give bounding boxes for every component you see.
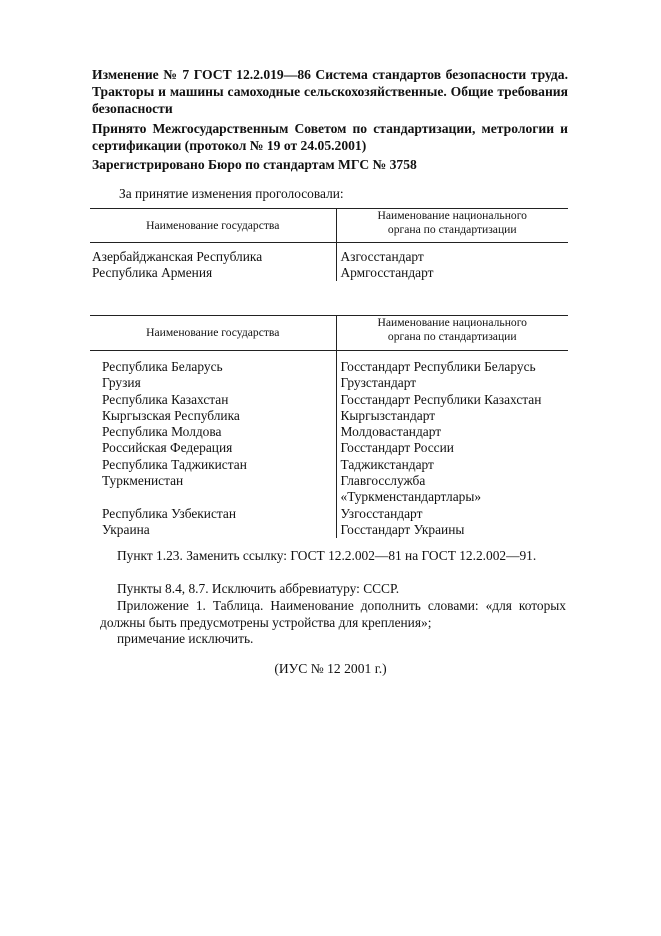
state-name: Республика Беларусь [102, 359, 223, 374]
table-row [90, 522, 568, 538]
state-name: Туркменистан [102, 473, 184, 489]
standards-body: Главгосслужба «Туркменстандартлары» [336, 473, 568, 506]
state-name: Российская Федерация [102, 440, 233, 456]
column-header-body [336, 209, 568, 243]
column-header-body-line1: Наименование национального [377, 316, 527, 329]
table-row [90, 265, 568, 281]
table-row [90, 392, 568, 408]
table-row [90, 473, 568, 506]
state-name: Азербайджанская Республика [92, 249, 263, 264]
column-header-state: Наименование государства [90, 316, 336, 351]
state-name: Республика Казахстан [102, 391, 229, 407]
table-row [90, 375, 568, 391]
amendment-clauses-8-4-8-7: Пункты 8.4, 8.7. Исключить аббревиатуру: СССР. [117, 581, 400, 596]
table-row [90, 243, 568, 266]
standards-body: Госстандарт Республики Беларусь [336, 351, 568, 376]
standards-body: Грузстандарт [336, 375, 568, 391]
state-name: Грузия [102, 375, 141, 391]
state-name: Республика Таджикистан [102, 456, 247, 472]
column-header-body-line1: Наименование национального [377, 209, 527, 222]
standards-body: Узгосстандарт [336, 506, 568, 522]
standards-body: Госстандарт Республики Казахстан [336, 392, 568, 408]
voting-table-2 [90, 315, 568, 538]
standards-body: Молдовастандарт [336, 424, 568, 440]
table-row [90, 424, 568, 440]
amendment-clause-1-23-text: Пункт 1.23. Заменить ссылку: ГОСТ 12.2.002—81 на ГОСТ 12.2.002—91. [117, 548, 537, 563]
source-reference: (ИУС № 12 2001 г.) [274, 661, 387, 676]
table-row [90, 457, 568, 473]
state-name: Украина [102, 521, 150, 537]
column-header-body-line2: органа по стандартизации [387, 330, 517, 343]
state-name: Республика Узбекистан [102, 505, 237, 521]
amendment-appendix-1-text: Приложение 1. Таблица. Наименование дополнить словами: «для которых должны быть предусмотрены устройства для крепления»; [100, 598, 566, 630]
standards-body: Госстандарт Украины [336, 522, 568, 538]
table-row [90, 440, 568, 456]
table-row [90, 506, 568, 522]
standards-body: Армгосстандарт [336, 265, 568, 281]
state-name: Республика Армения [92, 265, 213, 280]
voting-table-1 [90, 208, 568, 281]
standards-body: Таджикстандарт [336, 457, 568, 473]
table-row [90, 351, 568, 376]
amendment-appendix-1 [100, 598, 566, 631]
table-row [90, 408, 568, 424]
amendment-clause-1-23 [100, 548, 566, 565]
standards-body: Госстандарт России [336, 440, 568, 456]
voting-intro: За принятие изменения проголосовали: [119, 186, 344, 201]
standards-body: Кыргызстандарт [336, 408, 568, 424]
column-header-body-line2: органа по стандартизации [387, 223, 517, 236]
state-name: Кыргызская Республика [102, 407, 240, 423]
adopted-note: Принято Межгосударственным Советом по стандартизации, метрологии и сертификации (протокол № 19 от 24.05.2001) [92, 121, 568, 153]
amendment-note-removal: примечание исключить. [117, 631, 254, 646]
column-header-body [336, 316, 568, 351]
registration-note: Зарегистрировано Бюро по стандартам МГС № 3758 [92, 157, 417, 172]
state-name: Республика Молдова [102, 424, 222, 440]
document-title: Изменение № 7 ГОСТ 12.2.019—86 Система стандартов безопасности труда. Тракторы и машины самоходные сельскохозяйственные. Общие требования безопасности [92, 67, 568, 116]
standards-body: Азгосстандарт [336, 243, 568, 266]
column-header-state: Наименование государства [90, 209, 336, 243]
